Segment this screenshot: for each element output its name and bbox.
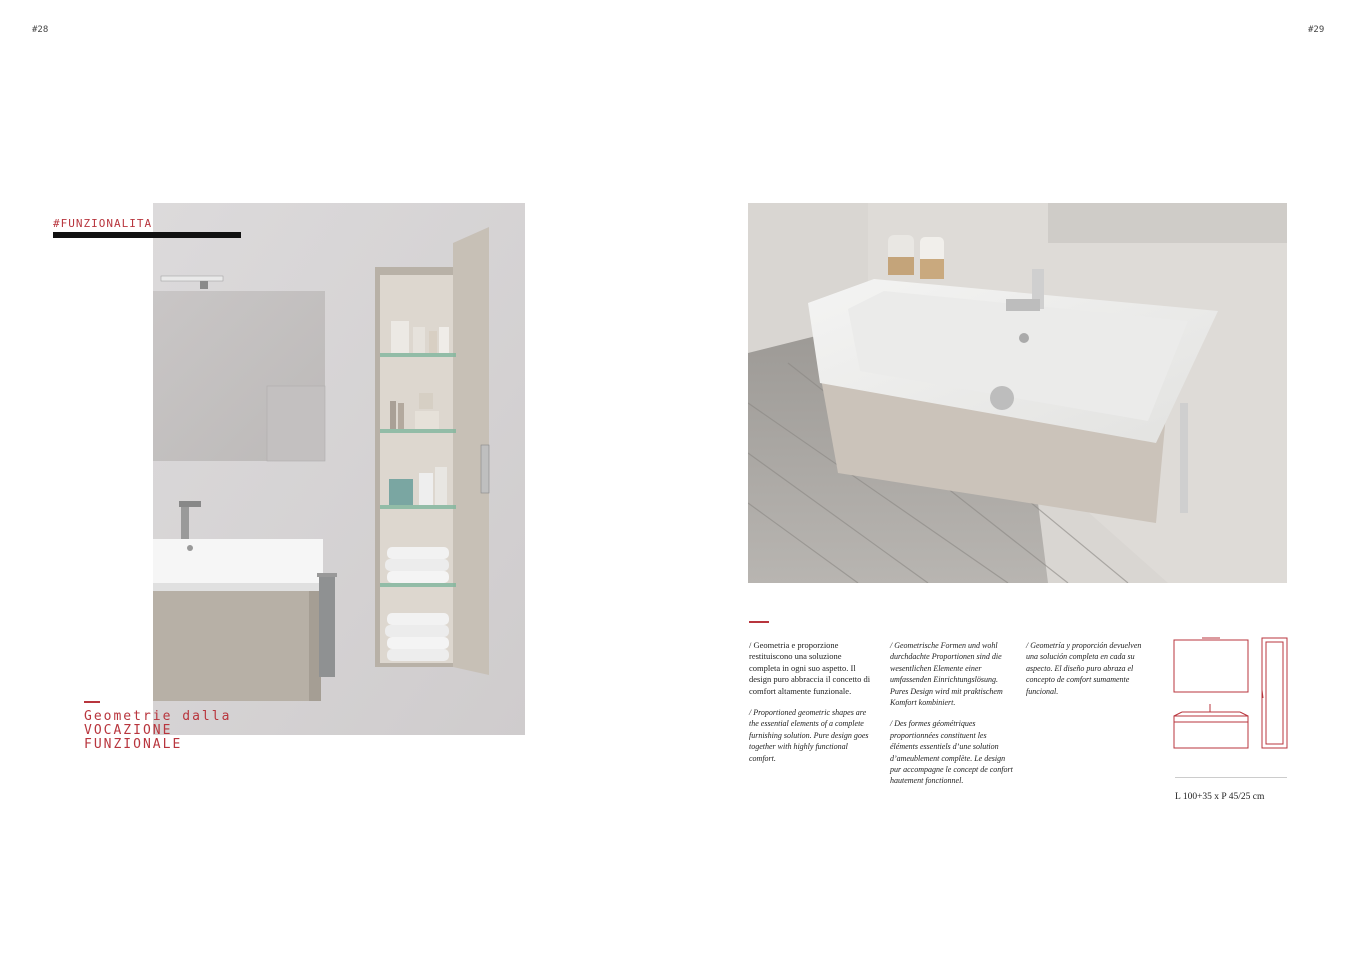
- dimensions-label: L 100+35 x P 45/25 cm: [1175, 792, 1265, 802]
- page-number-right: #29: [1308, 25, 1325, 35]
- text-english: / Proportioned geometric shapes are the essential elements of a complete furnishing solution. Pure design goes together with highly functional comfort.: [749, 708, 869, 763]
- text-accent-rule: [749, 621, 769, 623]
- page-number-left: #28: [32, 25, 49, 35]
- tag-underline-bar: [53, 232, 241, 238]
- headline: [84, 710, 231, 752]
- dimension-divider: [1175, 777, 1287, 778]
- technical-drawing-icon: [1172, 636, 1290, 752]
- text-column-1: [749, 640, 871, 774]
- text-column-2: [890, 640, 1016, 797]
- section-tag: #FUNZIONALITA: [53, 217, 153, 230]
- text-german: / Geometrische Formen und wohl durchdachte Proportionen sind die wesentlichen Elemente einer umfassenden Einrichtungslösung. Pures Design wird mit praktischem Komfort kombiniert.: [890, 641, 1003, 708]
- text-column-3: [1026, 640, 1154, 707]
- headline-line-1: Geometrie dalla: [84, 709, 232, 724]
- headline-line-3: FUNZIONALE: [84, 737, 183, 752]
- bathroom-tall-cabinet-photo: [153, 203, 525, 735]
- headline-accent-rule: [84, 701, 100, 703]
- headline-line-2: VOCAZIONE: [84, 723, 173, 738]
- text-french: / Des formes géométriques proportionnées constituent les éléments essentiels d’une solution d’ameublement complète. Le design pur accompagne le concept de confort hautement fonctionnel.: [890, 719, 1013, 786]
- text-italian: / Geometria e proporzione restituiscono una soluzione completa in ogni suo aspetto. Il design puro abbraccia il concetto di comfort altamente funzionale.: [749, 640, 871, 696]
- washbasin-vanity-photo: [748, 203, 1287, 583]
- text-spanish: / Geometría y proporción devuelven una solución completa en cada su aspecto. El diseño puro abraza el concepto de comfort sumamente funcional.: [1026, 641, 1142, 696]
